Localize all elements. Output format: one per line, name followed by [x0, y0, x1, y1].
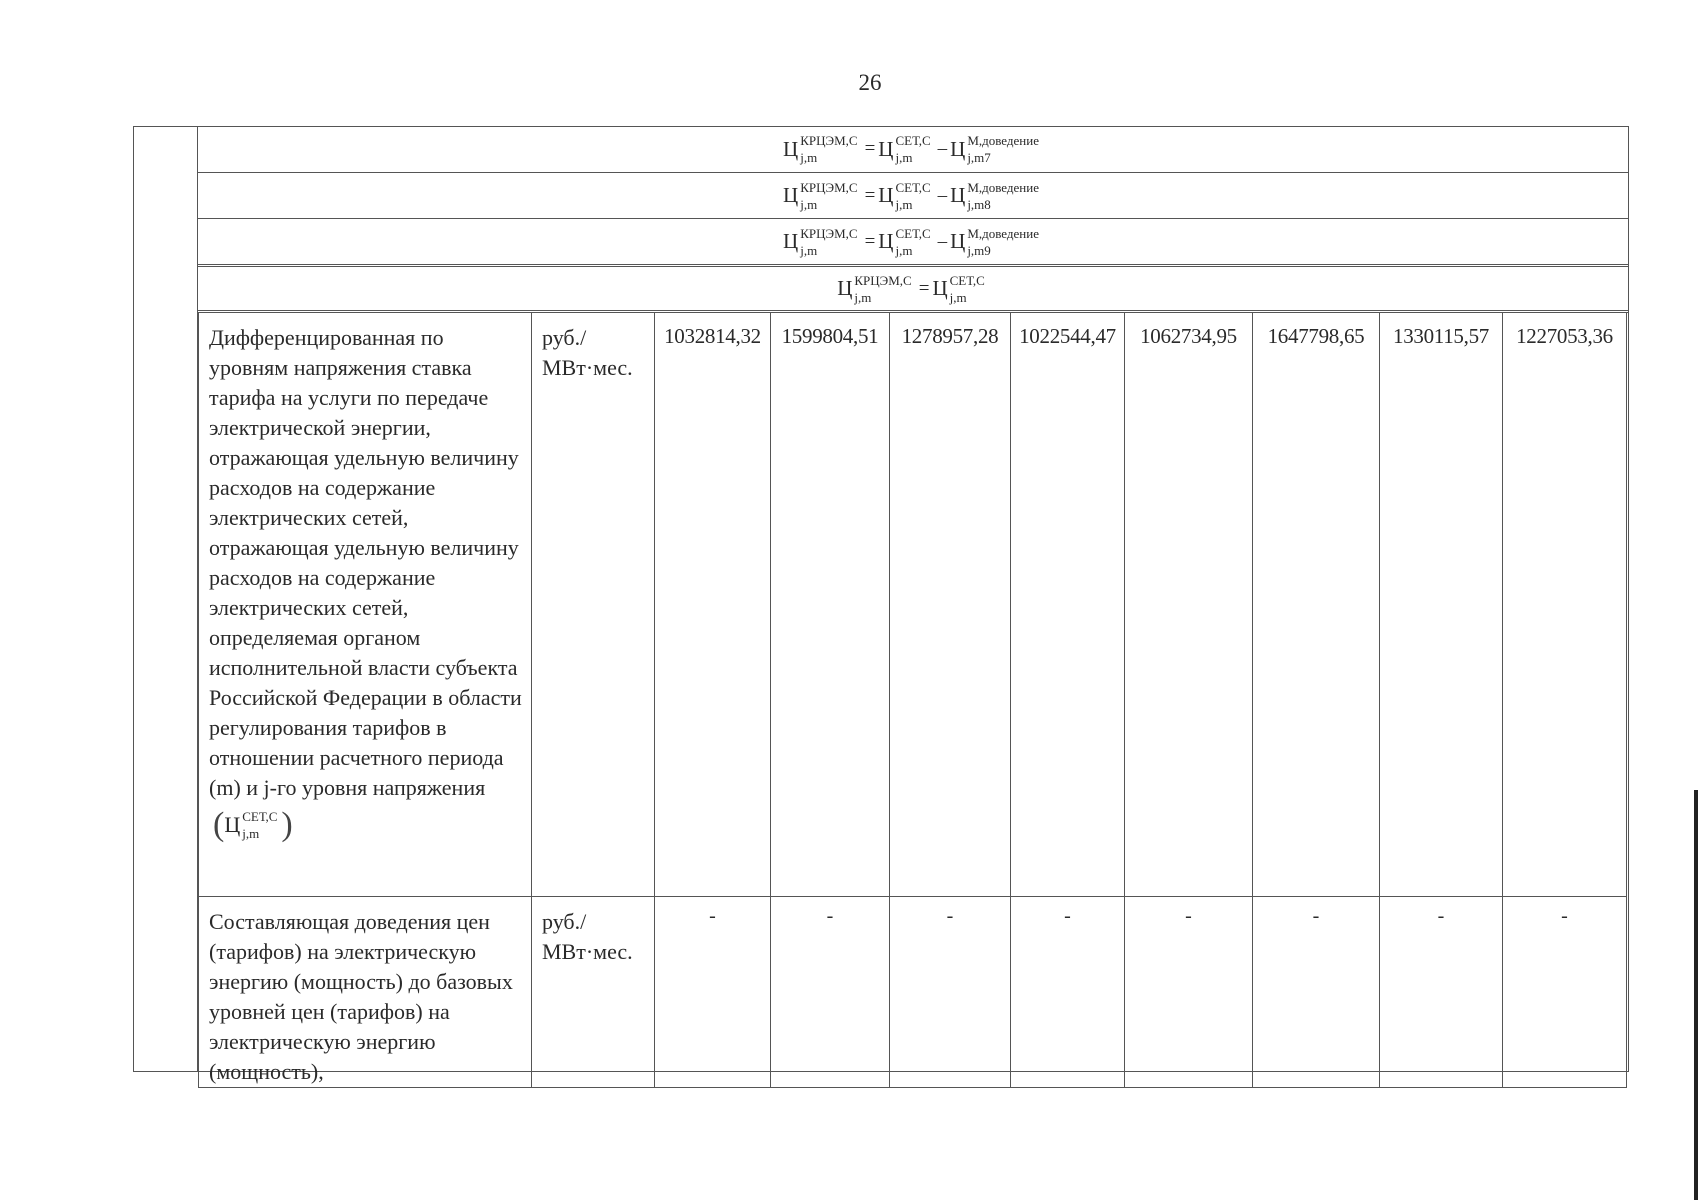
cell-value: -	[1011, 897, 1125, 1088]
formula: Ц КРЦЭМ,С j,m = Ц СЕТ,С j,m – Ц М,доведение j,m7	[783, 133, 1039, 165]
cell-value: -	[771, 897, 890, 1088]
formula: Ц КРЦЭМ,С j,m = Ц СЕТ,С j,m – Ц М,доведение j,m9	[783, 225, 1039, 258]
cell-value: -	[1125, 897, 1253, 1088]
page-number: 26	[858, 70, 882, 95]
table-row	[199, 313, 1627, 897]
cell-value: 1032814,32	[655, 313, 771, 897]
formula-row-1	[198, 126, 1628, 173]
formula-row-3	[198, 219, 1628, 267]
cell-value: -	[1253, 897, 1380, 1088]
formula: Ц КРЦЭМ,С j,m = Ц СЕТ,С j,m – Ц М,доведение j,m8	[783, 179, 1039, 212]
cell-value: 1227053,36	[1503, 313, 1627, 897]
row-unit: руб./ МВт·мес.	[532, 897, 655, 1088]
inline-formula: ( Ц СЕТ,С j,m )	[213, 806, 293, 843]
cell-value: 1330115,57	[1380, 313, 1503, 897]
cell-value: 1599804,51	[771, 313, 890, 897]
cell-value: 1647798,65	[1253, 313, 1380, 897]
tariff-table	[198, 312, 1627, 1088]
formula-row-4	[198, 267, 1628, 313]
row-unit: руб./ МВт·мес.	[532, 313, 655, 897]
row-description: Дифференцированная по уровням напряжения ставка тарифа на услуги по передаче электрической энергии, отражающая удельную величину расходов на содержание электрических сетей, отражающая удельную величину расходов на содержание электрических сетей, определяемая органом исполнительной власти субъекта Российской Федерации в области регулирования тарифов в отношении расчетного периода (m) и j-го уровня напряжения ( Ц СЕТ,С j,m )	[199, 313, 532, 897]
scan-edge-shadow	[1694, 790, 1698, 1200]
cell-value: -	[1380, 897, 1503, 1088]
formula-row-2	[198, 173, 1628, 219]
formula: Ц КРЦЭМ,С j,m = Ц СЕТ,С j,m	[837, 272, 985, 305]
cell-value: 1062734,95	[1125, 313, 1253, 897]
table-row	[199, 897, 1627, 1088]
cell-value: 1278957,28	[890, 313, 1011, 897]
cell-value: 1022544,47	[1011, 313, 1125, 897]
cell-value: -	[655, 897, 771, 1088]
row-description: Составляющая доведения цен (тарифов) на электрическую энергию (мощность) до базовых уровней цен (тарифов) на электрическую энергию (мощность),	[199, 897, 532, 1088]
cell-value: -	[890, 897, 1011, 1088]
cell-value: -	[1503, 897, 1627, 1088]
